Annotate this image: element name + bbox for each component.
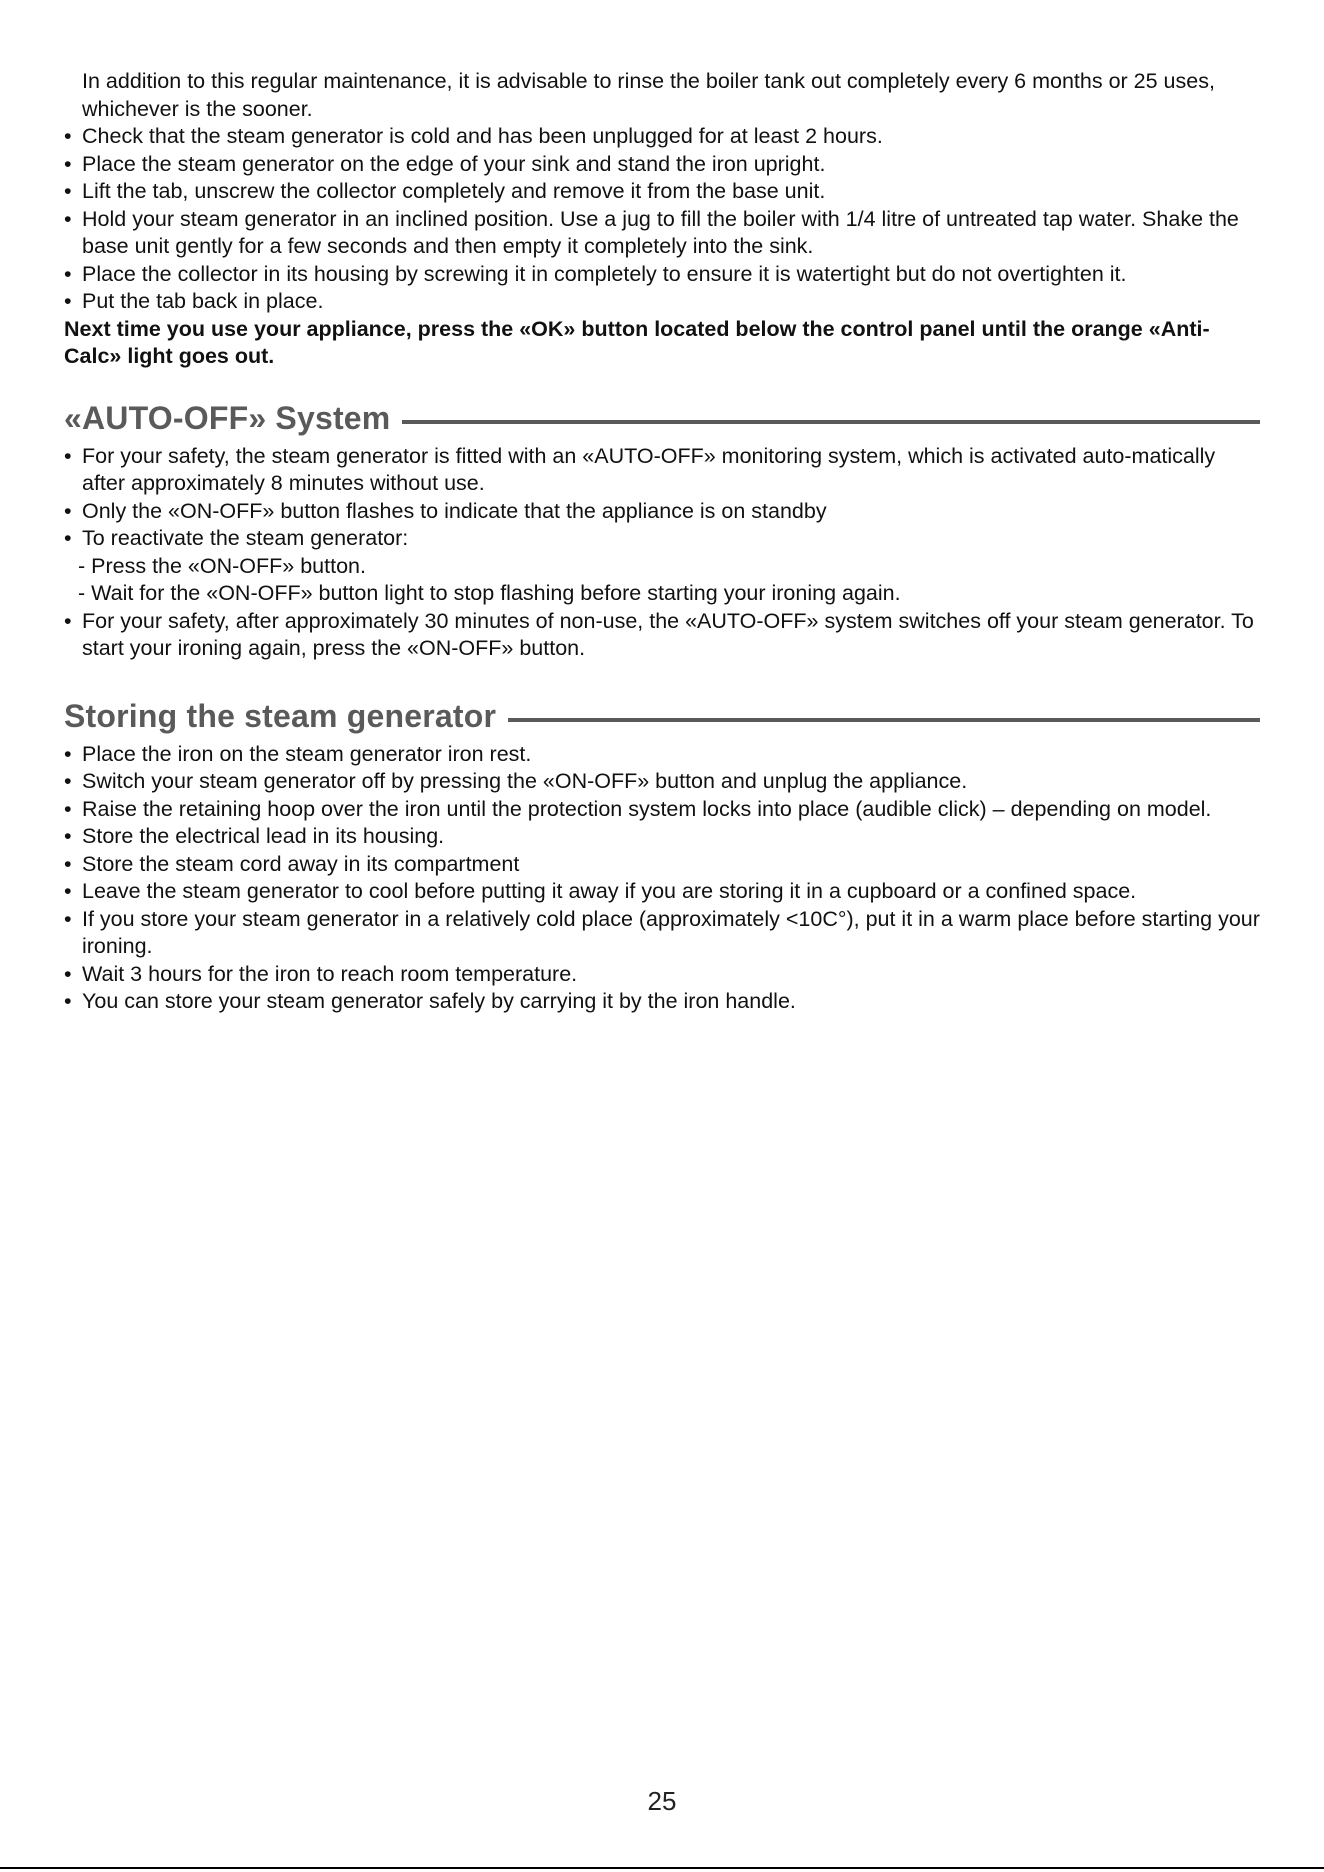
list-item: • Store the steam cord away in its compartment	[64, 851, 1260, 879]
list-item: • Wait 3 hours for the iron to reach room temperature.	[64, 961, 1260, 989]
intro-paragraph: In addition to this regular maintenance, it is advisable to rinse the boiler tank out completely every 6 months or 25 uses, whichever is the sooner.	[82, 69, 1215, 121]
list-item: • Check that the steam generator is cold and has been unplugged for at least 2 hours.	[64, 123, 1260, 151]
list-item: • If you store your steam generator in a relatively cold place (approximately <10C°), put it in a warm place before starting your ironing.	[64, 906, 1260, 961]
storing-section-title: Storing the steam generator	[64, 698, 497, 734]
list-item: • Place the iron on the steam generator iron rest.	[64, 741, 1260, 769]
list-item: • Place the steam generator on the edge of your sink and stand the iron upright.	[64, 151, 1260, 179]
section-divider	[508, 718, 1260, 722]
auto-off-section-title: «AUTO-OFF» System	[64, 400, 391, 436]
list-item: • Only the «ON-OFF» button flashes to indicate that the appliance is on standby	[64, 498, 1260, 526]
list-item: • Lift the tab, unscrew the collector completely and remove it from the base unit.	[64, 178, 1260, 206]
list-item: • Put the tab back in place.	[64, 288, 1260, 316]
list-item: • Place the collector in its housing by screwing it in completely to ensure it is watertight but do not overtighten it.	[64, 261, 1260, 289]
list-item: • For your safety, the steam generator is fitted with an «AUTO-OFF» monitoring system, which is activated auto-matically after approximately 8 minutes without use.	[64, 443, 1260, 498]
sub-step: - Press the «ON-OFF» button.	[78, 553, 366, 578]
storing-list	[64, 741, 1260, 1016]
maintenance-steps-list	[64, 123, 1260, 316]
storing-section-header	[64, 693, 1260, 741]
auto-off-final-list	[64, 608, 1260, 663]
auto-off-section-header	[64, 395, 1260, 443]
list-item: • Hold your steam generator in an inclined position. Use a jug to fill the boiler with 1/4 litre of untreated tap water. Shake the base unit gently for a few seconds and then empty it completely into the sink.	[64, 206, 1260, 261]
list-item: • To reactivate the steam generator:	[64, 525, 1260, 553]
page-content	[64, 68, 1260, 1016]
list-item: • Switch your steam generator off by pressing the «ON-OFF» button and unplug the appliance.	[64, 768, 1260, 796]
maintenance-note: Next time you use your appliance, press the «OK» button located below the control panel until the orange «Anti-Calc» light goes out.	[64, 316, 1210, 368]
list-item: • For your safety, after approximately 30 minutes of non-use, the «AUTO-OFF» system switches off your steam generator. To start your ironing again, press the «ON-OFF» button.	[64, 608, 1260, 663]
list-item: • Leave the steam generator to cool before putting it away if you are storing it in a cupboard or a confined space.	[64, 878, 1260, 906]
sub-step: - Wait for the «ON-OFF» button light to stop flashing before starting your ironing again.	[78, 581, 901, 605]
section-divider	[402, 420, 1260, 424]
page-bottom-rule	[0, 1867, 1324, 1869]
auto-off-list	[64, 443, 1260, 553]
list-item: • Raise the retaining hoop over the iron until the protection system locks into place (audible click) – depending on model.	[64, 796, 1260, 824]
list-item: • You can store your steam generator safely by carrying it by the iron handle.	[64, 988, 1260, 1016]
list-item: • Store the electrical lead in its housing.	[64, 823, 1260, 851]
page-number: 25	[647, 1786, 677, 1816]
